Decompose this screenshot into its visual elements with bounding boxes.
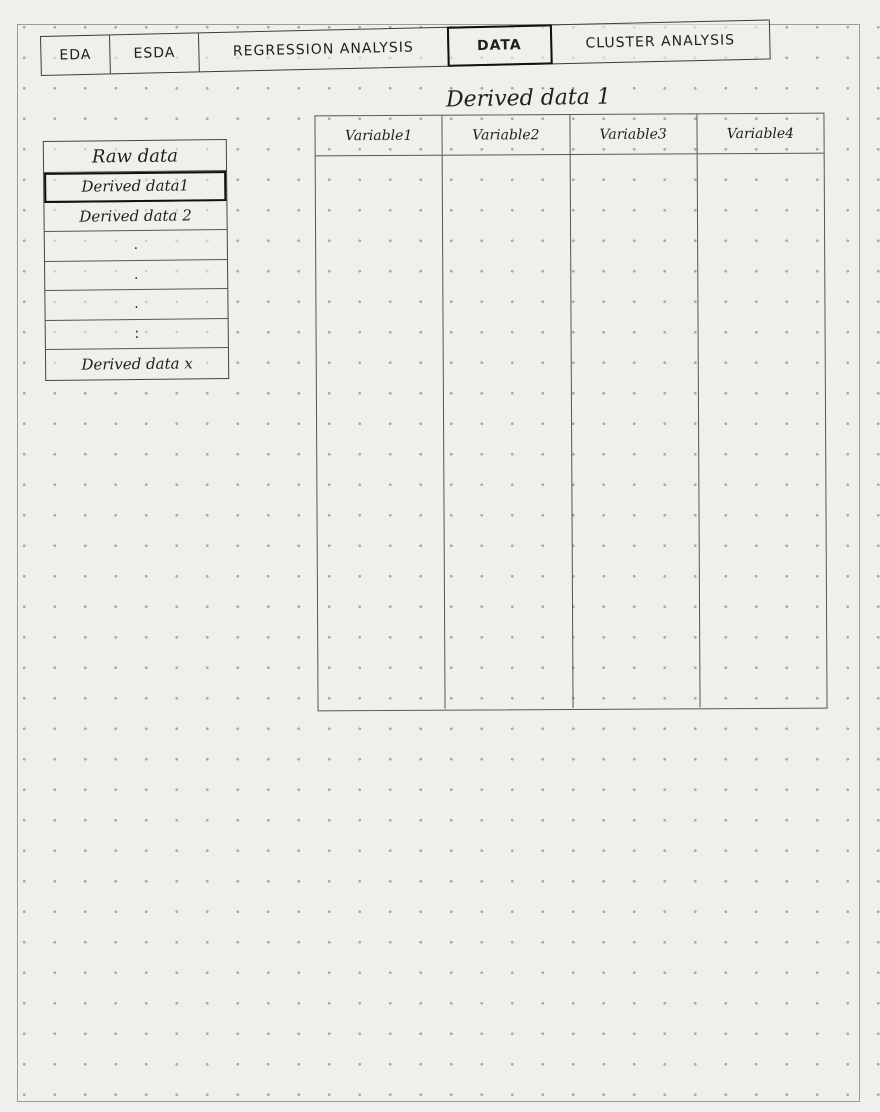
- dataset-list-header: Raw data: [44, 140, 226, 173]
- tab-regression-analysis[interactable]: REGRESSION ANALYSIS: [199, 28, 449, 72]
- table-column-variable-3: [570, 154, 700, 708]
- dataset-item-derived-data-x[interactable]: Derived data x: [81, 354, 193, 374]
- table-column-variable-4: [697, 154, 826, 708]
- dataset-list: [43, 139, 229, 380]
- column-header-variable-1[interactable]: Variable1: [315, 116, 442, 156]
- page-title: Derived data 1: [445, 84, 612, 113]
- dataset-item-placeholder[interactable]: :: [46, 319, 228, 350]
- data-table: [314, 113, 827, 712]
- tab-eda[interactable]: EDA: [41, 35, 111, 75]
- tab-esda[interactable]: ESDA: [110, 33, 200, 73]
- dataset-item-placeholder[interactable]: .: [45, 289, 227, 320]
- column-header-variable-3[interactable]: Variable3: [570, 114, 697, 154]
- tab-cluster-analysis[interactable]: CLUSTER ANALYSIS: [585, 32, 736, 52]
- table-body: [316, 154, 827, 710]
- dataset-item-placeholder[interactable]: .: [45, 230, 227, 261]
- column-header-variable-2[interactable]: Variable2: [443, 115, 570, 155]
- dataset-item-derived-data-1[interactable]: Derived data1: [44, 171, 226, 202]
- dataset-item-derived-data-2[interactable]: Derived data 2: [44, 201, 226, 232]
- dataset-item-placeholder[interactable]: .: [45, 260, 227, 291]
- table-column-variable-2: [443, 155, 573, 709]
- tab-data[interactable]: DATA: [448, 25, 552, 65]
- table-column-variable-1: [316, 156, 446, 710]
- table-header-row: [315, 114, 823, 157]
- column-header-variable-4[interactable]: Variable4: [726, 125, 795, 142]
